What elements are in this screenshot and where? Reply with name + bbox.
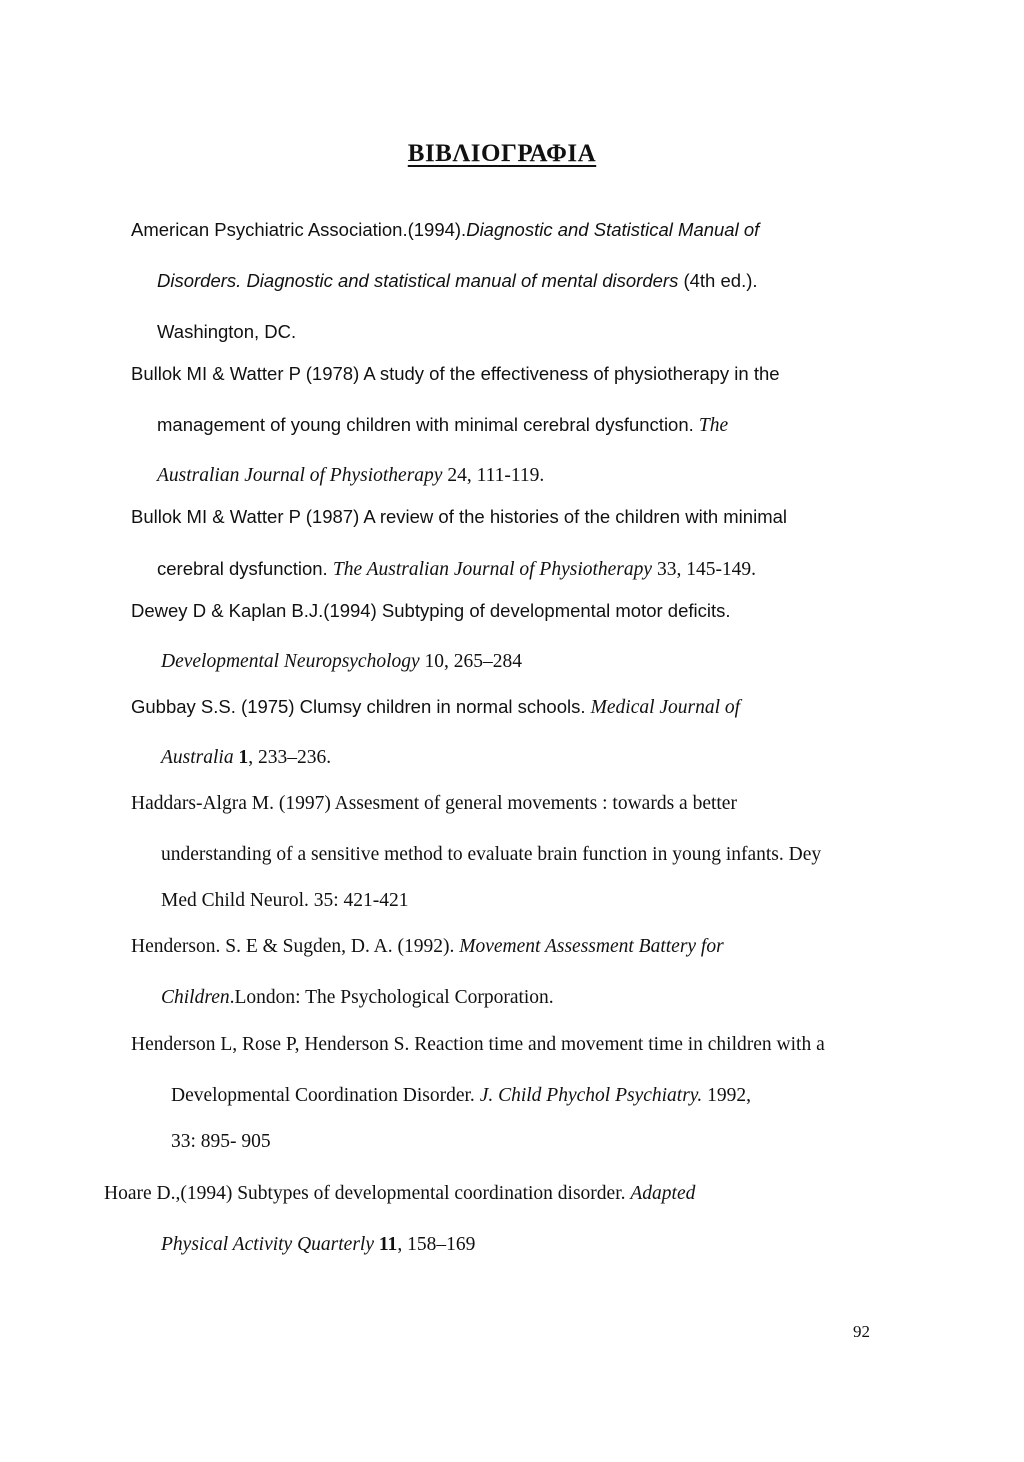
reference-text-segment: 10, 265–284 — [419, 651, 523, 672]
reference-line — [157, 269, 758, 294]
reference-text-segment: Hoare D.,(1994) Subtypes of developmental coordination disorder. — [104, 1183, 631, 1204]
reference-text-segment: Australian Journal of Physiotherapy — [157, 465, 443, 486]
reference-line — [161, 986, 554, 1010]
reference-text-segment: (4th ed.). — [678, 270, 758, 291]
reference-text-segment: Adapted — [630, 1183, 696, 1204]
reference-text-segment: , 158–169 — [397, 1234, 476, 1255]
reference-line — [131, 599, 731, 624]
reference-line — [161, 1233, 475, 1257]
reference-line — [161, 889, 409, 913]
reference-line — [171, 1130, 271, 1154]
reference-text-segment: J. Child Phychol Psychiatry. — [479, 1085, 703, 1106]
reference-text-segment: Australia — [161, 747, 234, 768]
reference-text-segment: Dewey D & Kaplan B.J.(1994) Subtyping of developmental motor deficits. — [131, 600, 731, 621]
reference-text-segment: cerebral dysfunction. — [157, 558, 333, 579]
reference-line — [131, 935, 724, 959]
reference-text-segment: 24, 111-119. — [442, 465, 545, 486]
reference-line — [131, 505, 787, 530]
reference-text-segment: Bullok MI & Watter P (1987) A review of the histories of the children with minimal — [131, 506, 788, 527]
reference-line — [131, 792, 737, 816]
reference-text-segment: Gubbay S.S. (1975) Clumsy children in normal schools. — [131, 696, 591, 717]
reference-line — [157, 413, 728, 438]
reference-text-segment: Movement Assessment Battery for — [459, 936, 724, 957]
reference-line — [131, 362, 780, 387]
reference-text-segment: Children — [161, 987, 230, 1008]
reference-text-segment: Med Child Neurol. 35: 421-421 — [161, 890, 409, 911]
reference-line — [171, 1084, 751, 1108]
page-number: 92 — [853, 1322, 870, 1341]
reference-text-segment: Henderson L, Rose P, Henderson S. Reaction time and movement time in children with a — [131, 1034, 825, 1055]
reference-text-segment: The — [698, 415, 729, 436]
reference-line — [157, 320, 296, 345]
reference-line — [131, 695, 740, 720]
reference-text-segment: 11 — [374, 1234, 398, 1255]
reference-line — [157, 557, 756, 582]
reference-line — [157, 464, 544, 488]
reference-text-segment: The Australian Journal of Physiotherapy — [332, 559, 653, 580]
reference-text-segment: Haddars-Algra M. (1997) Assesment of general movements : towards a better — [131, 793, 737, 814]
reference-text-segment: understanding of a sensitive method to evaluate brain function in young infants. Dey — [161, 844, 822, 865]
reference-text-segment: Bullok MI & Watter P (1978) A study of the effectiveness of physiotherapy in the — [131, 363, 780, 384]
reference-text-segment: 1 — [233, 747, 249, 768]
reference-text-segment: Developmental Neuropsychology — [161, 651, 420, 672]
reference-text-segment: 1992, — [702, 1085, 752, 1106]
reference-text-segment: Disorders. Diagnostic and statistical manual of mental disorders — [157, 270, 679, 291]
reference-text-segment: Diagnostic and Statistical Manual of — [466, 219, 760, 240]
reference-text-segment: Medical Journal of — [590, 697, 741, 718]
reference-text-segment: Washington, DC. — [157, 321, 297, 342]
reference-text-segment: Developmental Coordination Disorder. — [171, 1085, 480, 1106]
reference-line — [161, 746, 331, 770]
reference-line — [131, 1033, 825, 1057]
reference-text-segment: 33: 895- 905 — [171, 1131, 271, 1152]
reference-line — [161, 843, 821, 867]
reference-text-segment: Physical Activity Quarterly — [161, 1234, 374, 1255]
reference-line — [131, 218, 759, 243]
page-title: ΒΙΒΛΙΟΓΡΑΦΙΑ — [407, 140, 597, 167]
reference-text-segment: Henderson. S. E & Sugden, D. A. (1992). — [131, 936, 460, 957]
reference-text-segment: American Psychiatric Association.(1994). — [131, 219, 467, 240]
reference-text-segment: .London: The Psychological Corporation. — [229, 987, 554, 1008]
reference-text-segment: management of young children with minimal cerebral dysfunction. — [157, 414, 699, 435]
reference-line — [104, 1182, 695, 1206]
reference-line — [161, 650, 522, 674]
reference-text-segment: 33, 145-149. — [652, 559, 757, 580]
reference-text-segment: , 233–236. — [248, 747, 332, 768]
